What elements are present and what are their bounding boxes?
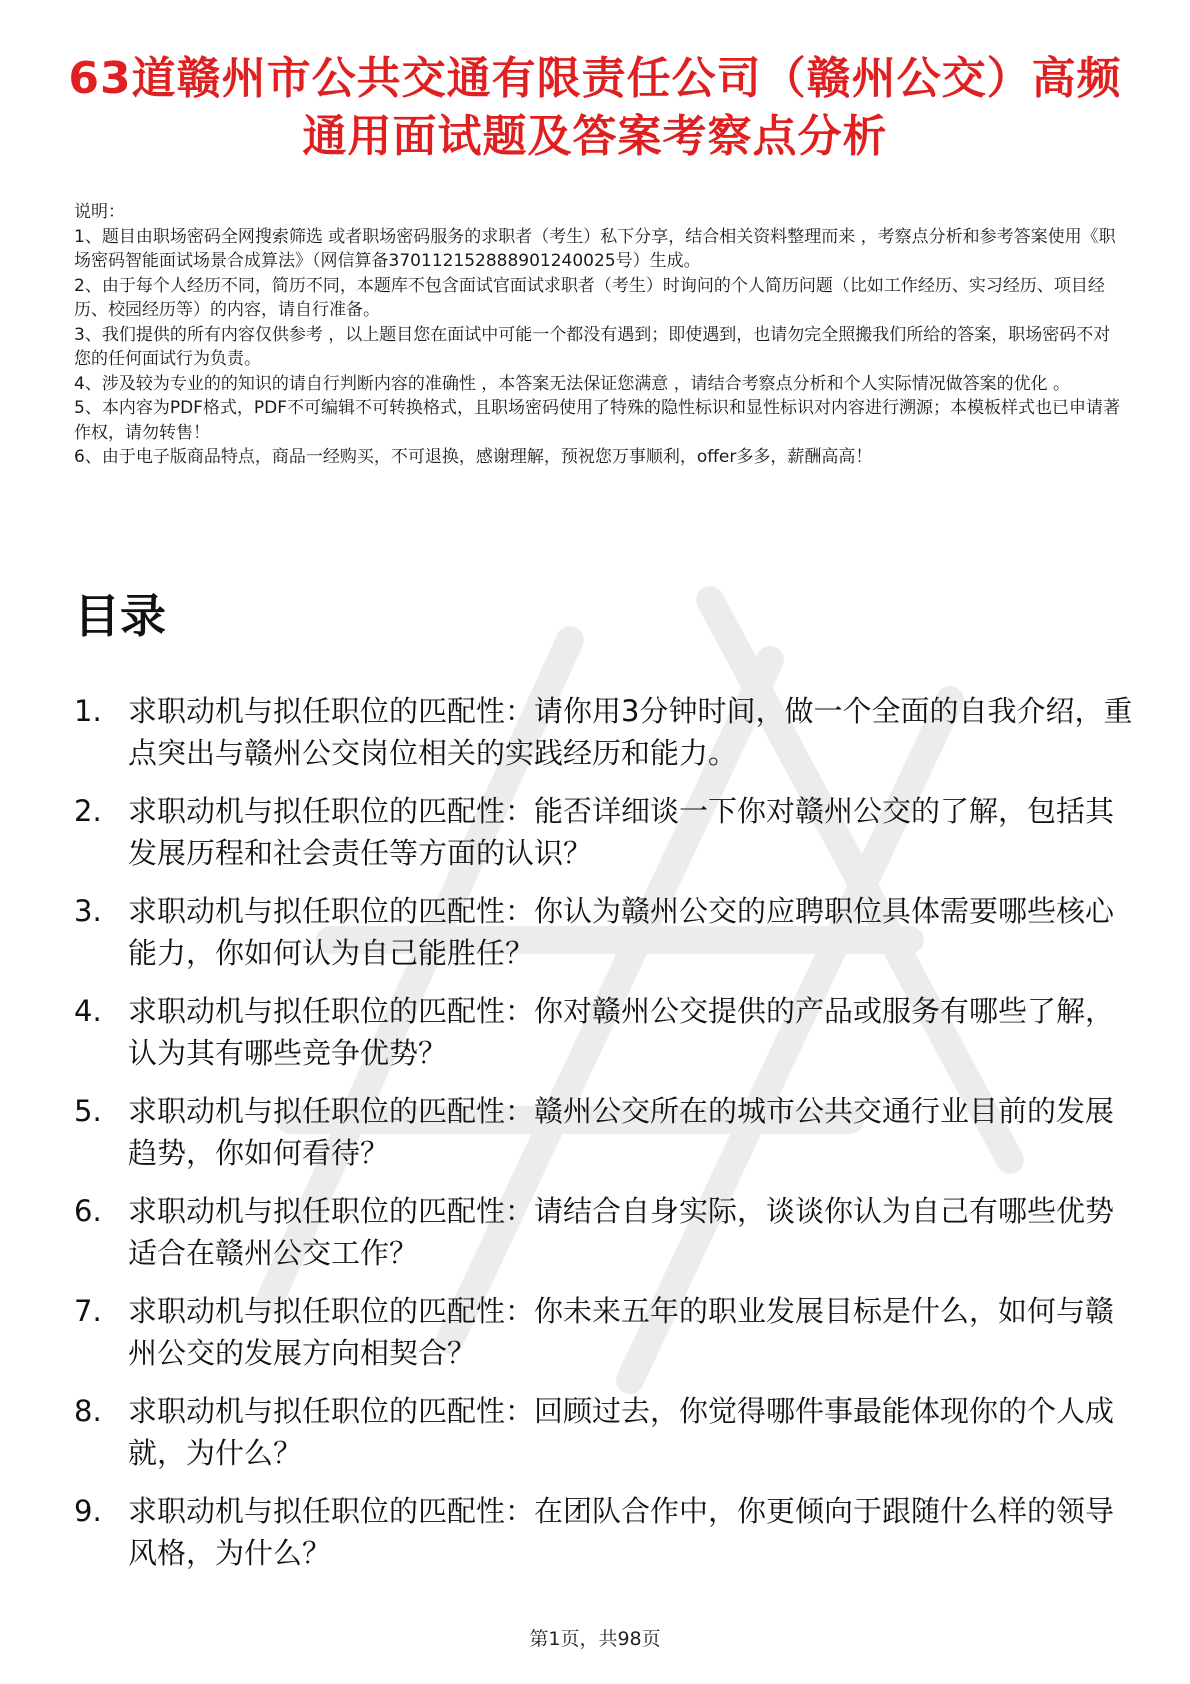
toc-item-number: 7. (74, 1294, 102, 1328)
toc-item-text: 求职动机与拟任职位的匹配性：你对赣州公交提供的产品或服务有哪些了解，认为其有哪些竞争优势？ (128, 994, 1115, 1070)
toc-item-text: 求职动机与拟任职位的匹配性：在团队合作中，你更倾向于跟随什么样的领导风格，为什么？ (128, 1494, 1115, 1570)
toc-item[interactable] (74, 1290, 1134, 1374)
toc-item-number: 3. (74, 894, 102, 928)
note-item: 5、本内容为PDF格式，PDF不可编辑不可转换格式，且职场密码使用了特殊的隐性标识和显性标识对内容进行溯源；本模板样式也已申请著作权，请勿转售！ (74, 398, 1121, 443)
toc-item-text: 求职动机与拟任职位的匹配性：能否详细谈一下你对赣州公交的了解，包括其发展历程和社会责任等方面的认识？ (128, 794, 1115, 870)
toc-item-text: 求职动机与拟任职位的匹配性：你未来五年的职业发展目标是什么，如何与赣州公交的发展方向相契合？ (128, 1294, 1115, 1370)
toc-item-text: 求职动机与拟任职位的匹配性：请结合自身实际，谈谈你认为自己有哪些优势适合在赣州公交工作？ (128, 1194, 1115, 1270)
page-footer: 第1页，共98页 (529, 1628, 661, 1650)
toc-item[interactable] (74, 790, 1134, 874)
toc-item-text: 求职动机与拟任职位的匹配性：回顾过去，你觉得哪件事最能体现你的个人成就，为什么？ (128, 1394, 1115, 1470)
note-item: 4、涉及较为专业的的知识的请自行判断内容的准确性 ，本答案无法保证您满意 ，请结合考察点分析和个人实际情况做答案的优化 。 (74, 373, 1071, 394)
notes-section (74, 200, 1124, 470)
toc-item-number: 4. (74, 994, 102, 1028)
toc-item-text: 求职动机与拟任职位的匹配性：赣州公交所在的城市公共交通行业目前的发展趋势，你如何看待？ (128, 1094, 1115, 1170)
note-item: 1、题目由职场密码全网搜索筛选 或者职场密码服务的求职者（考生）私下分享，结合相关资料整理而来 ，考察点分析和参考答案使用《职场密码智能面试场景合成算法》（网信算备370112152888901240025号）生成。 (74, 226, 1116, 271)
notes-heading: 说明： (74, 202, 125, 222)
toc-item[interactable] (74, 1390, 1134, 1474)
toc-item[interactable] (74, 690, 1134, 774)
toc-item[interactable] (74, 1490, 1134, 1574)
toc-item-number: 1. (74, 694, 102, 728)
toc-item-number: 8. (74, 1394, 102, 1428)
note-item: 2、由于每个人经历不同，简历不同，本题库不包含面试官面试求职者（考生）时询问的个人简历问题（比如工作经历、实习经历、项目经历、校园经历等）的内容，请自行准备。 (74, 275, 1105, 320)
toc-item[interactable] (74, 890, 1134, 974)
toc-item-number: 6. (74, 1194, 102, 1228)
toc-item[interactable] (74, 1190, 1134, 1274)
toc-item[interactable] (74, 1090, 1134, 1174)
note-item: 3、我们提供的所有内容仅供参考 ，以上题目您在面试中可能一个都没有遇到；即使遇到，也请勿完全照搬我们所给的答案，职场密码不对您的任何面试行为负责。 (74, 324, 1111, 369)
toc-heading: 目录 (74, 589, 166, 643)
toc-item-number: 5. (74, 1094, 102, 1128)
toc-item-text: 求职动机与拟任职位的匹配性：你认为赣州公交的应聘职位具体需要哪些核心能力，你如何认为自己能胜任？ (128, 894, 1115, 970)
toc-item-text: 求职动机与拟任职位的匹配性：请你用3分钟时间，做一个全面的自我介绍，重点突出与赣州公交岗位相关的实践经历和能力。 (128, 694, 1133, 770)
toc-item-number: 2. (74, 794, 102, 828)
toc-item-number: 9. (74, 1494, 102, 1528)
note-item: 6、由于电子版商品特点，商品一经购买，不可退换，感谢理解，预祝您万事顺利，offer多多，薪酬高高！ (74, 447, 873, 467)
document-title: 63道赣州市公共交通有限责任公司（赣州公交）高频通用面试题及答案考察点分析 (68, 53, 1122, 162)
toc-item[interactable] (74, 990, 1134, 1074)
toc-list (74, 690, 1134, 1590)
